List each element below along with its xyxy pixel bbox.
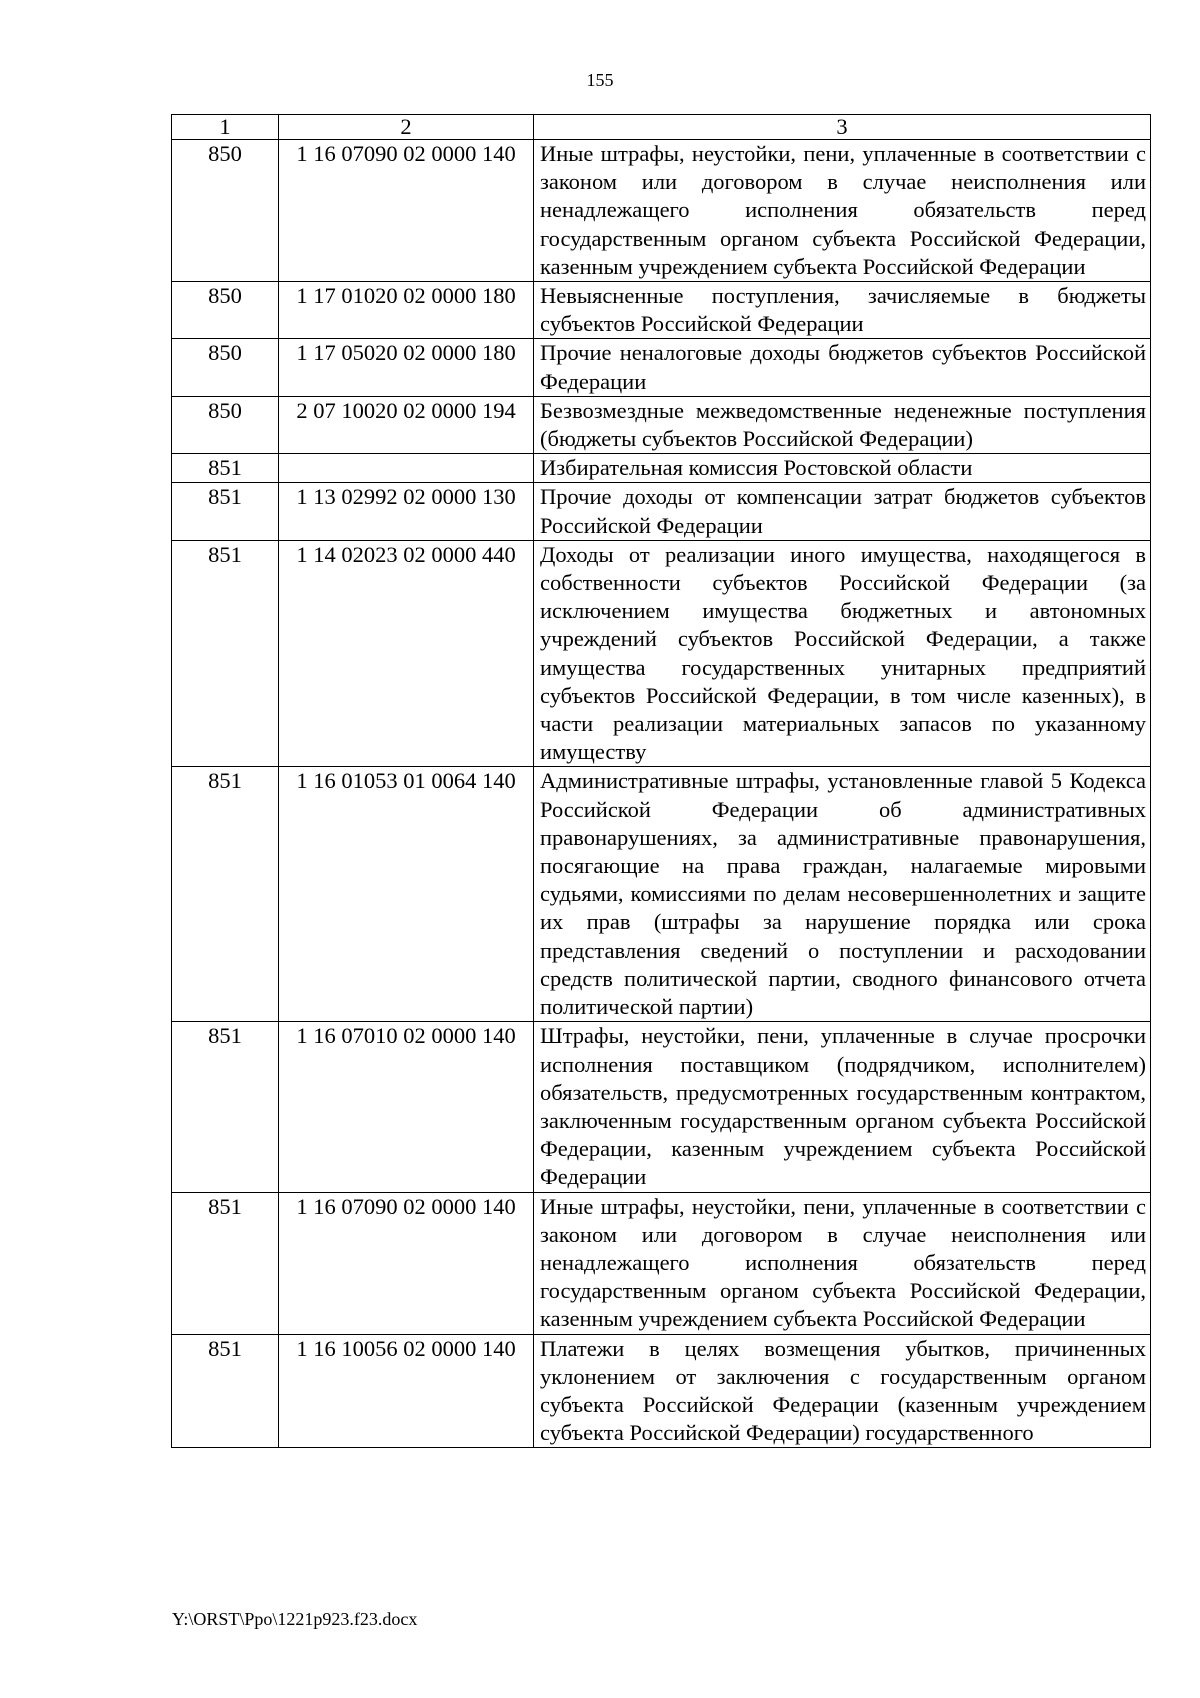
admin-code-cell: 851 — [172, 540, 279, 767]
admin-code-cell: 850 — [172, 140, 279, 282]
revenue-code-cell: 1 16 10056 02 0000 140 — [279, 1334, 534, 1448]
header-col-1: 1 — [172, 115, 279, 140]
page-number: 155 — [586, 70, 614, 90]
admin-code-cell: 851 — [172, 454, 279, 483]
revenue-code-cell: 1 13 02992 02 0000 130 — [279, 483, 534, 540]
header-col-2: 2 — [279, 115, 534, 140]
revenue-code-cell: 1 16 07010 02 0000 140 — [279, 1022, 534, 1192]
table-row — [172, 282, 1151, 339]
admin-code-cell: 851 — [172, 1022, 279, 1192]
table-row — [172, 1192, 1151, 1334]
admin-code-cell: 851 — [172, 483, 279, 540]
revenue-codes-table — [171, 114, 1151, 1448]
admin-code-cell: 850 — [172, 282, 279, 339]
admin-code-cell: 850 — [172, 339, 279, 396]
table-row — [172, 1334, 1151, 1448]
document-file-path: Y:\ORST\Ppo\1221p923.f23.docx — [172, 1609, 418, 1629]
revenue-code-cell: 1 17 01020 02 0000 180 — [279, 282, 534, 339]
revenue-code-cell — [279, 454, 534, 483]
revenue-code-cell: 1 14 02023 02 0000 440 — [279, 540, 534, 767]
description-cell: Невыясненные поступления, зачисляемые в бюджеты субъектов Российской Федерации — [534, 282, 1151, 339]
header-col-3: 3 — [534, 115, 1151, 140]
admin-code-cell: 851 — [172, 1334, 279, 1448]
table-row — [172, 483, 1151, 540]
revenue-code-cell: 1 16 07090 02 0000 140 — [279, 1192, 534, 1334]
table-header-row — [172, 115, 1151, 140]
description-cell: Платежи в целях возмещения убытков, причиненных уклонением от заключения с государственным органом субъекта Российской Федерации (казенным учреждением субъекта Российской Федерации) государственного — [534, 1334, 1151, 1448]
description-cell: Доходы от реализации иного имущества, находящегося в собственности субъектов Российской Федерации (за исключением имущества бюджетных и автономных учреждений субъектов Российской Федерации, а также имущества государственных унитарных предприятий субъектов Российской Федерации, в том числе казенных), в части реализации материальных запасов по указанному имуществу — [534, 540, 1151, 767]
admin-code-cell: 851 — [172, 767, 279, 1022]
description-cell: Прочие доходы от компенсации затрат бюджетов субъектов Российской Федерации — [534, 483, 1151, 540]
revenue-code-cell: 1 16 07090 02 0000 140 — [279, 140, 534, 282]
description-cell: Административные штрафы, установленные главой 5 Кодекса Российской Федерации об административных правонарушениях, за административные правонарушения, посягающие на права граждан, налагаемые мировыми судьями, комиссиями по делам несовершеннолетних и защите их прав (штрафы за нарушение порядка или срока представления сведений о поступлении и расходовании средств политической партии, сводного финансового отчета политической партии) — [534, 767, 1151, 1022]
description-cell: Иные штрафы, неустойки, пени, уплаченные в соответствии с законом или договором в случае неисполнения или ненадлежащего исполнения обязательств перед государственным органом субъекта Российской Федерации, казенным учреждением субъекта Российской Федерации — [534, 140, 1151, 282]
revenue-code-cell: 1 16 01053 01 0064 140 — [279, 767, 534, 1022]
description-cell: Прочие неналоговые доходы бюджетов субъектов Российской Федерации — [534, 339, 1151, 396]
admin-code-cell: 851 — [172, 1192, 279, 1334]
revenue-code-cell: 1 17 05020 02 0000 180 — [279, 339, 534, 396]
table-row — [172, 767, 1151, 1022]
table-row — [172, 1022, 1151, 1192]
table-row — [172, 140, 1151, 282]
description-cell: Штрафы, неустойки, пени, уплаченные в случае просрочки исполнения поставщиком (подрядчиком, исполнителем) обязательств, предусмотренных государственным контрактом, заключенным государственным органом субъекта Российской Федерации, казенным учреждением субъекта Российской Федерации — [534, 1022, 1151, 1192]
revenue-code-cell: 2 07 10020 02 0000 194 — [279, 396, 534, 453]
admin-code-cell: 850 — [172, 396, 279, 453]
table-row — [172, 396, 1151, 453]
description-cell: Безвозмездные межведомственные неденежные поступления (бюджеты субъектов Российской Федерации) — [534, 396, 1151, 453]
description-cell: Избирательная комиссия Ростовской области — [534, 454, 1151, 483]
description-cell: Иные штрафы, неустойки, пени, уплаченные в соответствии с законом или договором в случае неисполнения или ненадлежащего исполнения обязательств перед государственным органом субъекта Российской Федерации, казенным учреждением субъекта Российской Федерации — [534, 1192, 1151, 1334]
table-row — [172, 540, 1151, 767]
table-row — [172, 454, 1151, 483]
table-row — [172, 339, 1151, 396]
